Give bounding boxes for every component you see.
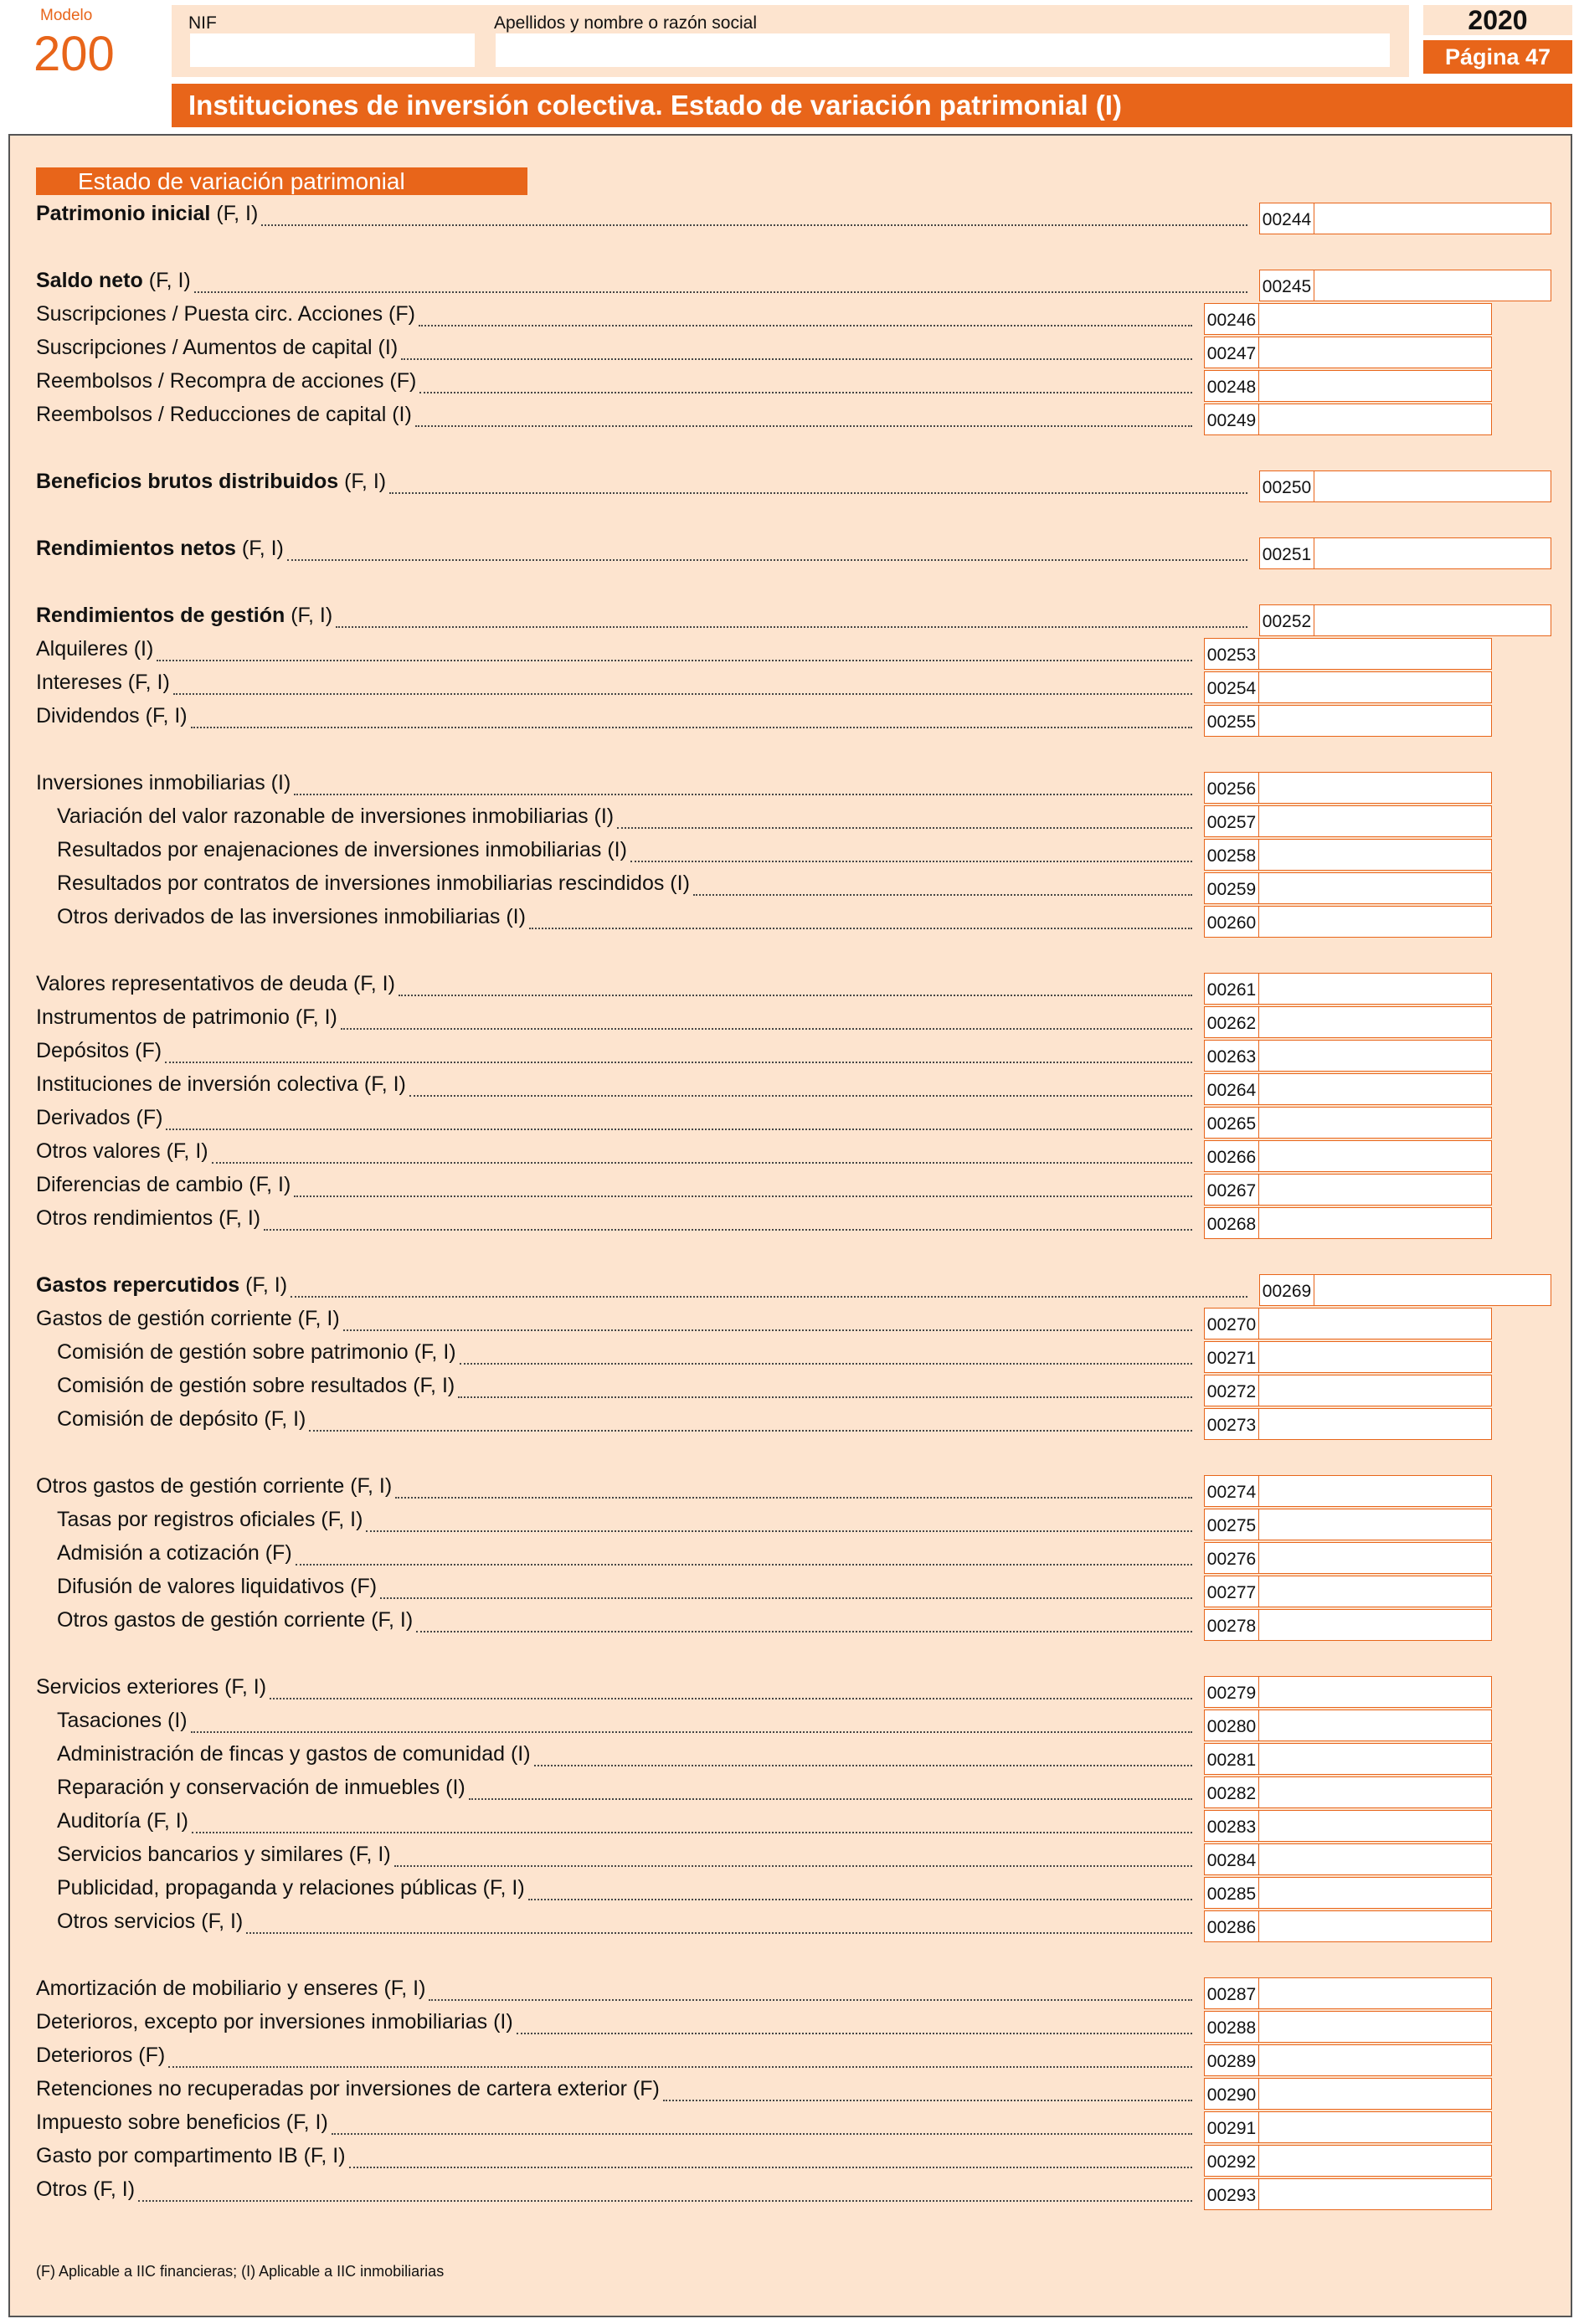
row-label [36,770,291,795]
row-label-bold: Rendimientos de gestión [36,604,285,627]
row-label [36,1273,287,1298]
row-label-text: Valores representativos de deuda (F, I) [36,972,395,995]
amount-field[interactable] [1258,638,1492,670]
row-label-text: Otros gastos de gestión corriente (F, I) [36,1474,393,1498]
nif-label: NIF [188,13,217,33]
dot-leader [528,1875,1192,1900]
row-label [57,1406,306,1432]
box-code: 00255 [1204,705,1259,737]
dot-leader [458,1373,1192,1398]
box-code: 00250 [1259,470,1314,502]
dot-leader [270,1674,1192,1699]
row-label-text: Otros valores (F, I) [36,1139,208,1163]
dot-leader [415,402,1192,427]
box-code: 00287 [1204,1977,1259,2009]
row-label [36,1139,208,1164]
row-label [36,1674,266,1699]
row-label [36,1976,425,2001]
box-code: 00272 [1204,1375,1259,1406]
page-badge: Página 47 [1423,40,1572,74]
row-label [36,636,153,661]
amount-field[interactable] [1258,1308,1492,1339]
row-label [57,1507,363,1532]
row-label [36,1105,162,1130]
amount-field[interactable] [1258,1408,1492,1440]
dot-leader [343,1306,1192,1331]
row-label [36,335,398,360]
box-code: 00265 [1204,1107,1259,1139]
amount-field[interactable] [1258,839,1492,871]
dot-leader [419,368,1192,393]
row-label-text: Gasto por compartimento IB (F, I) [36,2144,346,2167]
dot-leader [287,536,1247,561]
row-label [36,2076,660,2101]
dot-leader [191,703,1192,728]
row-label-text: Reparación y conservación de inmuebles (I) [57,1776,465,1799]
row-label-text: Reembolsos / Reducciones de capital (I) [36,403,412,426]
box-code: 00258 [1204,839,1259,871]
amount-field[interactable] [1258,1375,1492,1406]
row-label-text: Publicidad, propaganda y relaciones públicas (F, I) [57,1876,525,1900]
row-label-text: Tasas por registros oficiales (F, I) [57,1508,363,1531]
row-label-bold: Saldo neto [36,269,143,292]
row-label-text: Derivados (F) [36,1106,163,1129]
dot-leader [336,603,1247,628]
row-label-text: Tasaciones (I) [57,1709,188,1732]
row-label [36,670,170,695]
amount-field[interactable] [1258,872,1492,904]
dot-leader [264,1206,1192,1231]
row-label [36,703,188,728]
row-label [36,201,258,226]
amount-field[interactable] [1258,1542,1492,1574]
dot-leader [332,2110,1192,2135]
row-label-text: Comisión de gestión sobre patrimonio (F, I) [57,1340,456,1364]
dot-leader [194,268,1247,293]
row-label-text: Gastos de gestión corriente (F, I) [36,1307,340,1330]
row-label-text: Depósitos (F) [36,1039,162,1062]
row-label-text: Retenciones no recuperadas por inversiones de cartera exterior (F) [36,2077,660,2100]
amount-field[interactable] [1258,337,1492,368]
row-label [36,1072,406,1097]
row-label-bold: Beneficios brutos distribuidos [36,470,339,493]
row-label-text: Servicios bancarios y similares (F, I) [57,1843,391,1866]
amount-field[interactable] [1258,1073,1492,1105]
row-label [36,1038,162,1063]
amount-field[interactable] [1258,1140,1492,1172]
row-label-text: Difusión de valores liquidativos (F) [57,1575,378,1598]
box-code: 00257 [1204,805,1259,837]
row-label-text: Intereses (F, I) [36,671,170,694]
row-label [36,971,395,996]
dot-leader [529,904,1192,929]
row-label-text: Comisión de depósito (F, I) [57,1407,306,1431]
box-code: 00278 [1204,1609,1259,1641]
row-label [36,1473,392,1499]
row-label-text: Deterioros, excepto por inversiones inmobiliarias (I) [36,2010,513,2034]
row-label-text: Deterioros (F) [36,2044,166,2067]
dot-leader [166,1105,1192,1130]
row-label-text: Otros gastos de gestión corriente (F, I) [57,1608,414,1632]
dot-leader [534,1741,1192,1766]
row-label-text: Otros rendimientos (F, I) [36,1206,261,1230]
box-code: 00247 [1204,337,1259,368]
dot-leader [296,1540,1192,1566]
box-code: 00280 [1204,1710,1259,1741]
amount-field[interactable] [1258,1843,1492,1875]
row-label-text: Inversiones inmobiliarias (I) [36,771,291,794]
row-label-text: Alquileres (I) [36,637,154,661]
row-label [57,1875,525,1900]
row-label-text: (F, I) [285,604,333,627]
dot-leader [366,1507,1192,1532]
modelo-number: 200 [33,27,115,81]
row-label-text: Otros derivados de las inversiones inmobiliarias (I) [57,905,526,928]
box-code: 00248 [1204,370,1259,402]
dot-leader [191,1708,1192,1733]
row-label-text: (F, I) [338,470,387,493]
amount-field[interactable] [1258,1509,1492,1540]
amount-field[interactable] [1258,1576,1492,1607]
box-code: 00270 [1204,1308,1259,1339]
box-code: 00260 [1204,906,1259,938]
box-code: 00266 [1204,1140,1259,1172]
amount-field[interactable] [1258,1609,1492,1641]
footnote: (F) Aplicable a IIC financieras; (I) Aplicable a IIC inmobiliarias [36,2263,445,2280]
row-label [36,1306,340,1331]
box-code: 00244 [1259,203,1314,234]
amount-field[interactable] [1258,1877,1492,1909]
box-code: 00251 [1259,537,1314,569]
modelo-label: Modelo [40,7,93,24]
row-label-text: Administración de fincas y gastos de comunidad (I) [57,1742,531,1766]
row-label-text: Impuesto sobre beneficios (F, I) [36,2111,328,2134]
row-label [57,1607,413,1632]
dot-leader [663,2076,1192,2101]
section-label: Estado de variación patrimonial [36,167,527,195]
box-code: 00267 [1204,1174,1259,1206]
row-label [57,1909,243,1934]
amount-field[interactable] [1314,604,1551,636]
dot-leader [173,670,1192,695]
amount-field[interactable] [1258,1040,1492,1072]
box-code: 00274 [1204,1475,1259,1507]
row-label [36,1005,337,1030]
row-label [57,1741,531,1766]
row-label-text: Admisión a cotización (F) [57,1541,292,1565]
row-label [57,1373,455,1398]
dot-leader [419,301,1192,326]
row-label [57,804,614,829]
amount-field[interactable] [1258,2111,1492,2143]
row-label [36,1206,260,1231]
row-label [36,2009,513,2034]
row-label [36,2143,346,2168]
amount-field[interactable] [1258,1776,1492,1808]
row-label [57,871,690,896]
amount-field[interactable] [1258,1006,1492,1038]
box-code: 00290 [1204,2078,1259,2110]
row-label [57,1574,377,1599]
box-code: 00288 [1204,2011,1259,2043]
amount-field[interactable] [1258,2011,1492,2043]
row-label [57,1808,188,1833]
amount-field[interactable] [1258,404,1492,435]
box-code: 00281 [1204,1743,1259,1775]
dot-leader [165,1038,1192,1063]
amount-field[interactable] [1314,537,1551,569]
amount-field[interactable] [1258,303,1492,335]
box-code: 00269 [1259,1274,1314,1306]
dot-leader [416,1607,1192,1632]
row-label [57,1708,188,1733]
row-label [36,402,412,427]
dot-leader [394,1842,1192,1867]
nif-field[interactable] [190,33,475,67]
row-label-text: Instrumentos de patrimonio (F, I) [36,1005,337,1029]
row-label-text: Amortización de mobiliario y enseres (F, I) [36,1977,426,2000]
box-code: 00273 [1204,1408,1259,1440]
dot-leader [261,201,1247,226]
row-label [57,1842,391,1867]
dot-leader [309,1406,1192,1432]
amount-field[interactable] [1258,1710,1492,1741]
box-code: 00289 [1204,2044,1259,2076]
amount-field[interactable] [1258,1743,1492,1775]
box-code: 00246 [1204,303,1259,335]
row-label [36,2043,165,2068]
amount-field[interactable] [1258,1174,1492,1206]
row-label-text: (F, I) [142,269,191,292]
amount-field[interactable] [1258,805,1492,837]
amount-field[interactable] [1258,1977,1492,2009]
row-label-text: Otros (F, I) [36,2177,136,2201]
box-code: 00277 [1204,1576,1259,1607]
row-label-text: Servicios exteriores (F, I) [36,1675,267,1699]
amount-field[interactable] [1258,1107,1492,1139]
box-code: 00285 [1204,1877,1259,1909]
box-code: 00245 [1259,270,1314,301]
dot-leader [294,770,1192,795]
row-label [36,2110,328,2135]
amount-field[interactable] [1258,2078,1492,2110]
row-label-text: Resultados por enajenaciones de inversiones inmobiliarias (I) [57,838,627,861]
row-label [57,1339,456,1365]
row-label-text: (F, I) [210,202,259,225]
dot-leader [168,2043,1192,2068]
row-label-text: Otros servicios (F, I) [57,1910,244,1933]
box-code: 00291 [1204,2111,1259,2143]
row-label-bold: Rendimientos netos [36,537,236,560]
year-badge: 2020 [1423,5,1572,35]
row-label [36,2177,135,2202]
dot-leader [630,837,1192,862]
row-label-bold: Patrimonio inicial [36,202,211,225]
amount-field[interactable] [1258,2178,1492,2210]
dot-leader [246,1909,1192,1934]
row-label [57,1775,465,1800]
row-label [57,837,627,862]
box-code: 00262 [1204,1006,1259,1038]
row-label-text: Instituciones de inversión colectiva (F, I) [36,1072,406,1096]
box-code: 00261 [1204,973,1259,1005]
dot-leader [212,1139,1192,1164]
amount-field[interactable] [1258,1341,1492,1373]
dot-leader [395,1473,1192,1499]
row-label [36,469,386,494]
dot-leader [389,469,1247,494]
row-label [57,1540,292,1566]
box-code: 00282 [1204,1776,1259,1808]
row-label [36,1172,291,1197]
dot-leader [617,804,1192,829]
page-title: Instituciones de inversión colectiva. Estado de variación patrimonial (I) [172,84,1572,127]
row-label-text: Variación del valor razonable de inversiones inmobiliarias (I) [57,805,615,828]
dot-leader [429,1976,1192,2001]
row-label-text: Suscripciones / Aumentos de capital (I) [36,336,399,359]
row-label [57,904,526,929]
dot-leader [192,1808,1192,1833]
amount-field[interactable] [1314,203,1551,234]
amount-field[interactable] [1258,1475,1492,1507]
row-label-bold: Gastos repercutidos [36,1273,240,1297]
box-code: 00286 [1204,1910,1259,1942]
amount-field[interactable] [1258,906,1492,938]
row-label-text: Suscripciones / Puesta circ. Acciones (F) [36,302,415,326]
box-code: 00264 [1204,1073,1259,1105]
row-label-text: Reembolsos / Recompra de acciones (F) [36,369,417,393]
name-label: Apellidos y nombre o razón social [494,13,757,33]
box-code: 00284 [1204,1843,1259,1875]
amount-field[interactable] [1258,2145,1492,2177]
row-label-text: Diferencias de cambio (F, I) [36,1173,291,1196]
dot-leader [341,1005,1192,1030]
row-label [36,536,284,561]
row-label-text: (F, I) [239,1273,288,1297]
dot-leader [401,335,1192,360]
box-code: 00253 [1204,638,1259,670]
box-code: 00276 [1204,1542,1259,1574]
dot-leader [460,1339,1192,1365]
box-code: 00249 [1204,404,1259,435]
amount-field[interactable] [1258,1810,1492,1842]
amount-field[interactable] [1258,370,1492,402]
dot-leader [693,871,1192,896]
row-label-text: Dividendos (F, I) [36,704,188,728]
row-label-text: Resultados por contratos de inversiones inmobiliarias rescindidos (I) [57,872,690,895]
amount-field[interactable] [1258,705,1492,737]
dot-leader [291,1273,1247,1298]
dot-leader [409,1072,1192,1097]
amount-field[interactable] [1258,2044,1492,2076]
dot-leader [469,1775,1192,1800]
row-label [36,368,416,393]
box-code: 00254 [1204,671,1259,703]
dot-leader [399,971,1192,996]
box-code: 00271 [1204,1341,1259,1373]
amount-field[interactable] [1258,1207,1492,1239]
dot-leader [294,1172,1192,1197]
amount-field[interactable] [1314,470,1551,502]
amount-field[interactable] [1258,772,1492,804]
row-label [36,301,415,326]
dot-leader [380,1574,1192,1599]
dot-leader [138,2177,1192,2202]
amount-field[interactable] [1258,1676,1492,1708]
box-code: 00283 [1204,1810,1259,1842]
name-field[interactable] [496,33,1390,67]
amount-field[interactable] [1258,973,1492,1005]
dot-leader [517,2009,1192,2034]
row-label-text: Auditoría (F, I) [57,1809,188,1833]
box-code: 00263 [1204,1040,1259,1072]
box-code: 00268 [1204,1207,1259,1239]
box-code: 00252 [1259,604,1314,636]
box-code: 00279 [1204,1676,1259,1708]
dot-leader [349,2143,1192,2168]
dot-leader [157,636,1192,661]
box-code: 00292 [1204,2145,1259,2177]
amount-field[interactable] [1258,671,1492,703]
box-code: 00275 [1204,1509,1259,1540]
row-label-text: Comisión de gestión sobre resultados (F, I) [57,1374,455,1397]
amount-field[interactable] [1258,1910,1492,1942]
amount-field[interactable] [1314,270,1551,301]
row-label [36,268,191,293]
box-code: 00293 [1204,2178,1259,2210]
box-code: 00256 [1204,772,1259,804]
box-code: 00259 [1204,872,1259,904]
row-label [36,603,332,628]
row-label-text: (F, I) [235,537,284,560]
amount-field[interactable] [1314,1274,1551,1306]
